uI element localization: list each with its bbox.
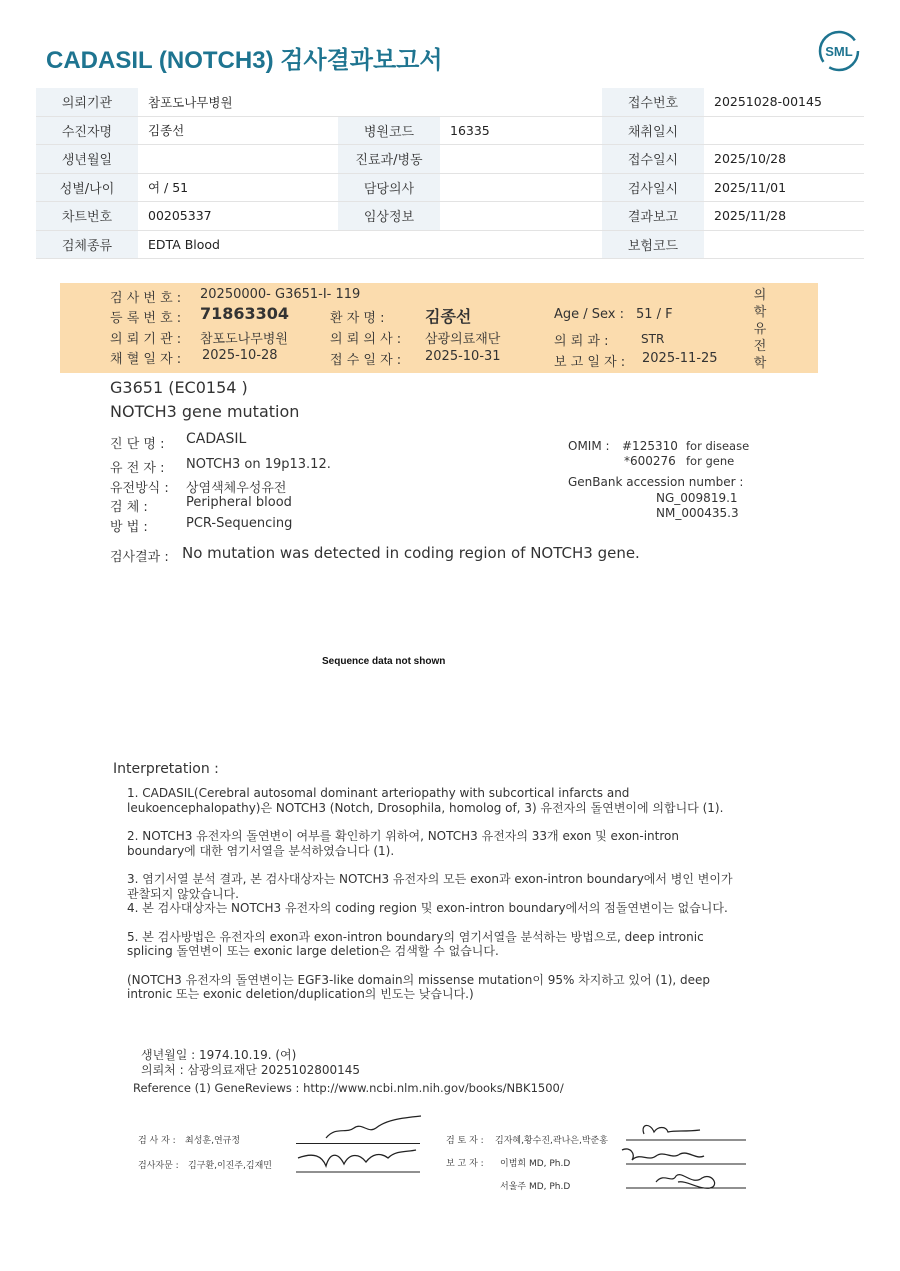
sml-logo	[818, 30, 860, 72]
doctor: 삼광의료재단	[425, 332, 501, 347]
patient-label: 환 자 명 :	[330, 311, 385, 326]
info-row	[36, 116, 864, 145]
info-label: 진료과/병동	[338, 145, 440, 174]
genbank-label: GenBank accession number :	[568, 475, 744, 489]
test-no: 20250000- G3651-I- 119	[200, 287, 361, 302]
info-row	[36, 202, 864, 231]
test-code: G3651 (EC0154 )	[110, 378, 248, 397]
diagnosis: CADASIL	[186, 431, 247, 447]
reg-no: 71863304	[200, 304, 290, 323]
diagnosis-label: 진 단 명 :	[110, 437, 165, 452]
info-value: 2025/10/28	[704, 145, 864, 174]
info-value: 2025/11/01	[704, 173, 864, 202]
specimen-label: 검 체 :	[110, 500, 148, 515]
method: PCR-Sequencing	[186, 516, 293, 531]
dept: STR	[641, 332, 665, 346]
info-label: 채취일시	[602, 116, 704, 145]
inst: 참포도나무병원	[200, 332, 288, 347]
info-row	[36, 173, 864, 202]
reporter-1: 이범희 MD, Ph.D	[500, 1159, 571, 1169]
info-value: 김종선	[138, 116, 338, 145]
test-name: NOTCH3 gene mutation	[110, 402, 300, 421]
interpretation-item: 1. CADASIL(Cerebral autosomal dominant arteriopathy with subcortical infarcts and leukoencephalopathy)은 NOTCH3 (Notch, Drosophila, homolog of, 3) 유전자의 돌연변이에 의합니다 (1).	[127, 786, 724, 815]
info-value: 2025/11/28	[704, 202, 864, 231]
info-row	[36, 88, 864, 116]
info-label	[338, 230, 440, 259]
dept-label: 의 뢰 과 :	[554, 334, 609, 349]
interpretation-item: 5. 본 검사방법은 유전자의 exon과 exon-intron boundary의 염기서열을 분석하는 방법으로, deep intronic splicing 돌연변이 또는 exonic large deletion은 검색할 수 없습니다.	[127, 929, 704, 958]
gene: NOTCH3 on 19p13.12.	[186, 457, 331, 472]
omim-disease: #125310	[622, 439, 678, 453]
reviewer-label: 검 토 자 :	[446, 1136, 484, 1146]
info-value: 00205337	[138, 202, 338, 231]
doctor-label: 의 뢰 의 사 :	[330, 332, 402, 347]
method-label: 방 법 :	[110, 520, 148, 535]
interpretation-heading: Interpretation :	[113, 761, 219, 777]
info-row	[36, 230, 864, 259]
info-label: 생년월일	[36, 145, 138, 174]
interpretation-item: 4. 본 검사대상자는 NOTCH3 유전자의 coding region 및 exon-intron boundary에서의 점돌연변이는 없습니다.	[127, 901, 728, 915]
tester-label: 검 사 자 :	[138, 1136, 176, 1146]
receipt-label: 접 수 일 자 :	[330, 353, 402, 368]
info-label: 결과보고	[602, 202, 704, 231]
info-value	[704, 116, 864, 145]
test-no-label: 검 사 번 호 :	[110, 291, 182, 306]
genbank-nm: NM_000435.3	[656, 506, 739, 520]
info-label: 임상정보	[338, 202, 440, 231]
reviewer: 김자혜,황수진,곽나은,박준홍	[495, 1136, 608, 1146]
birth-date: 생년월일 : 1974.10.19. (여)	[141, 1048, 297, 1062]
info-value	[704, 230, 864, 259]
patient-info-table	[36, 88, 864, 259]
info-value: EDTA Blood	[138, 230, 338, 259]
report-date: 2025-11-25	[642, 351, 718, 366]
reference: Reference (1) GeneReviews : http://www.ncbi.nlm.nih.gov/books/NBK1500/	[133, 1081, 564, 1095]
interpretation-item: (NOTCH3 유전자의 돌연변이는 EGF3-like domain의 missense mutation이 95% 차지하고 있어 (1), deep intronic 또는 exonic deletion/duplication의 빈도는 낮습니다.)	[127, 972, 711, 1001]
reporter-label: 보 고 자 :	[446, 1159, 484, 1169]
inheritance: 상염색체우성유전	[186, 481, 287, 496]
info-label: 접수일시	[602, 145, 704, 174]
reg-no-label: 등 록 번 호 :	[110, 311, 182, 326]
sequence-note: Sequence data not shown	[322, 656, 446, 667]
advisor: 김구환,이진주,김재민	[188, 1161, 272, 1171]
info-value: 20251028-00145	[704, 88, 864, 116]
info-value	[440, 230, 602, 259]
tester: 최성훈,연규정	[185, 1136, 241, 1146]
omim-gene: *600276	[624, 454, 676, 468]
info-value	[440, 202, 602, 231]
logo-text: SML	[825, 44, 853, 59]
info-value	[440, 88, 602, 116]
gene-label: 유 전 자 :	[110, 461, 165, 476]
info-label: 병원코드	[338, 116, 440, 145]
result-label: 검사결과 :	[110, 550, 169, 565]
advisor-label: 검사자문 :	[138, 1161, 179, 1171]
age-sex: 51 / F	[636, 307, 673, 322]
info-value	[440, 145, 602, 174]
inst-label: 의 뢰 기 관 :	[110, 332, 182, 347]
info-value: 여 / 51	[138, 173, 338, 202]
referrer: 의뢰처 : 삼광의료재단 2025102800145	[141, 1063, 361, 1077]
info-label: 성별/나이	[36, 173, 138, 202]
info-label	[338, 88, 440, 116]
specimen: Peripheral blood	[186, 495, 292, 510]
info-label: 차트번호	[36, 202, 138, 231]
report-title: CADASIL (NOTCH3) 검사결과보고서	[46, 47, 443, 74]
info-value: 참포도나무병원	[138, 88, 338, 116]
info-label: 담당의사	[338, 173, 440, 202]
genbank-ng: NG_009819.1	[656, 491, 738, 505]
interpretation-item: 3. 염기서열 분석 결과, 본 검사대상자는 NOTCH3 유전자의 모든 exon과 exon-intron boundary에서 병인 변이가 관찰되지 않았습니다.	[127, 872, 733, 901]
result-text: No mutation was detected in coding region of NOTCH3 gene.	[182, 544, 640, 562]
info-label: 접수번호	[602, 88, 704, 116]
tester-signature	[296, 1112, 426, 1180]
info-value	[138, 145, 338, 174]
age-sex-label: Age / Sex :	[554, 307, 625, 322]
reviewer-signatures	[620, 1120, 750, 1196]
info-label: 의뢰기관	[36, 88, 138, 116]
collect-label: 채 혈 일 자 :	[110, 352, 182, 367]
info-row	[36, 145, 864, 174]
patient-name: 김종선	[425, 307, 472, 326]
omim-disease-note: for disease	[686, 439, 750, 453]
info-label: 검체종류	[36, 230, 138, 259]
inheritance-label: 유전방식 :	[110, 481, 169, 496]
info-label: 수진자명	[36, 116, 138, 145]
reporter-2: 서울주 MD, Ph.D	[500, 1182, 571, 1192]
collect-date: 2025-10-28	[202, 348, 278, 363]
info-label: 검사일시	[602, 173, 704, 202]
interpretation-list	[127, 786, 737, 1002]
omim-gene-note: for gene	[686, 454, 735, 468]
info-value: 16335	[440, 116, 602, 145]
receipt-date: 2025-10-31	[425, 349, 501, 364]
info-label: 보험코드	[602, 230, 704, 259]
omim-label: OMIM :	[568, 439, 610, 453]
side-label: 의 학 유 전 학	[753, 288, 767, 371]
report-label: 보 고 일 자 :	[554, 355, 626, 370]
interpretation-item: 2. NOTCH3 유전자의 돌연변이 여부를 확인하기 위하여, NOTCH3 유전자의 33개 exon 및 exon-intron boundary에 대한 염기서열을 분석하였습니다 (1).	[127, 829, 679, 858]
info-value	[440, 173, 602, 202]
